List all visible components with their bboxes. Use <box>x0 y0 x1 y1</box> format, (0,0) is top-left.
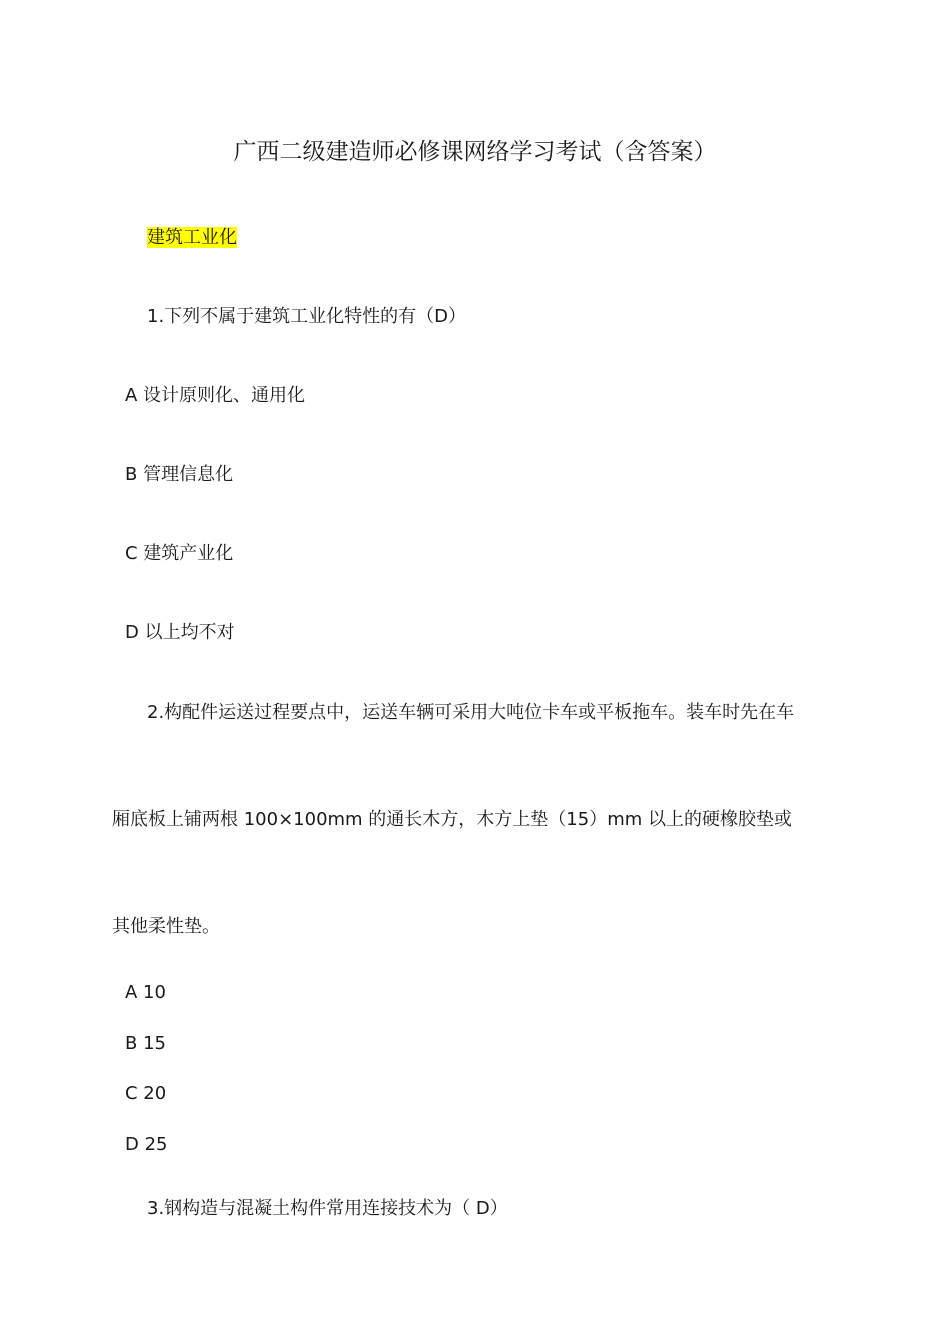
question-2-option-a: A 10 <box>125 982 166 1003</box>
question-2-option-b: B 15 <box>125 1033 166 1054</box>
question-2-option-d: D 25 <box>125 1134 168 1155</box>
question-3-stem: 3.钢构造与混凝土构件常用连接技术为（ D） <box>147 1198 508 1219</box>
question-2-stem-line-1: 2.构配件运送过程要点中，运送车辆可采用大吨位卡车或平板拖车。装车时先在车 <box>147 702 795 723</box>
document-title: 广西二级建造师必修课网络学习考试（含答案） <box>233 139 717 165</box>
question-2-option-c: C 20 <box>125 1083 167 1104</box>
question-1-stem: 1.下列不属于建筑工业化特性的有（D） <box>147 306 467 327</box>
question-1-option-b: B 管理信息化 <box>125 464 234 485</box>
question-1-option-c: C 建筑产业化 <box>125 543 234 564</box>
question-2-stem-line-3: 其他柔性垫。 <box>112 916 220 937</box>
section-heading <box>147 226 237 250</box>
question-1-option-a: A 设计原则化、通用化 <box>125 385 306 406</box>
highlighted-heading-text: 建筑工业化 <box>147 227 237 248</box>
question-1-option-d: D 以上均不对 <box>125 622 235 643</box>
question-2-stem-line-2: 厢底板上铺两根 100×100mm 的通长木方，木方上垫（15）mm 以上的硬橡胶垫或 <box>112 809 792 830</box>
